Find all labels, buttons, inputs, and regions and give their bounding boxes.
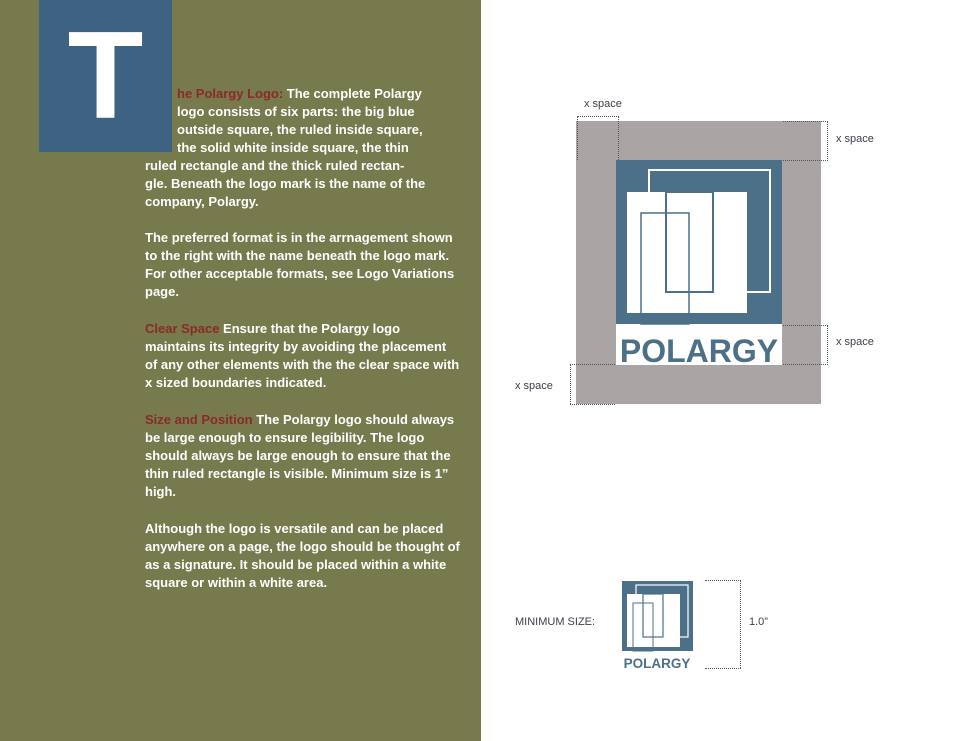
- x-space-label-left: x space: [515, 380, 553, 392]
- x-space-marker: [783, 364, 828, 365]
- intro-line: ruled rectangle and the thick ruled rectan-: [145, 158, 405, 173]
- minimum-size-value: 1.0”: [749, 616, 768, 628]
- minimum-size-marker: [705, 580, 741, 581]
- intro-heading: he Polargy Logo:: [177, 86, 284, 101]
- logo-small-wordmark: POLARGY: [623, 656, 691, 671]
- intro-line: outside square, the ruled inside square,: [177, 122, 423, 137]
- minimum-size-label: MINIMUM SIZE:: [515, 616, 596, 628]
- x-space-label-right-bottom: x space: [836, 336, 874, 348]
- x-space-marker: [618, 116, 619, 160]
- logo-white-square: [627, 192, 747, 313]
- size-position-paragraph: Size and Position The Polargy logo should always be large enough to ensure legibility. The logo should always be large enough to ensure that the thin ruled rectangle is visible. Minimum size is 1” high.: [145, 412, 455, 499]
- x-space-marker: [827, 325, 828, 365]
- size-position-heading: Size and Position: [145, 412, 253, 427]
- x-space-label-top: x space: [584, 98, 622, 110]
- preferred-format-paragraph: The preferred format is in the arrnagement shown to the right with the name beneath the logo mark. For other acceptable formats, see Logo Variations page.: [145, 230, 455, 299]
- intro-line: gle. Beneath the logo mark is the name of the: [145, 176, 426, 191]
- clear-space-heading: Clear Space: [145, 321, 220, 336]
- versatile-paragraph: Although the logo is versatile and can be placed anywhere on a page, the logo should be thought of as a signature. It should be placed within a white square or within a white area.: [145, 521, 460, 590]
- intro-line: the solid white inside square, the thin: [177, 140, 409, 155]
- x-space-marker: [827, 121, 828, 161]
- x-space-marker: [783, 160, 828, 161]
- x-space-marker: [570, 364, 571, 404]
- x-space-marker: [577, 116, 578, 160]
- x-space-marker: [783, 325, 828, 326]
- minimum-size-marker: [740, 580, 741, 668]
- x-space-marker: [570, 364, 615, 365]
- logo-wordmark: POLARGY: [619, 333, 779, 365]
- intro-line: company, Polargy.: [145, 194, 259, 209]
- polargy-logo-small: [620, 580, 694, 672]
- x-space-label-right-top: x space: [836, 133, 874, 145]
- minimum-size-marker: [705, 668, 741, 669]
- clear-space-paragraph: Clear Space Ensure that the Polargy logo maintains its integrity by avoiding the placement of any other elements with the the clear space with x sized boundaries indicated.: [145, 321, 460, 390]
- intro-line: logo consists of six parts: the big blue: [177, 104, 415, 119]
- x-space-marker: [783, 121, 828, 122]
- x-space-marker: [570, 404, 615, 405]
- drop-cap-letter: T: [39, 0, 172, 152]
- intro-first-line: he Polargy Logo: The complete Polargy: [177, 86, 422, 101]
- polargy-logo-large: [616, 160, 782, 365]
- x-space-marker: [577, 116, 619, 117]
